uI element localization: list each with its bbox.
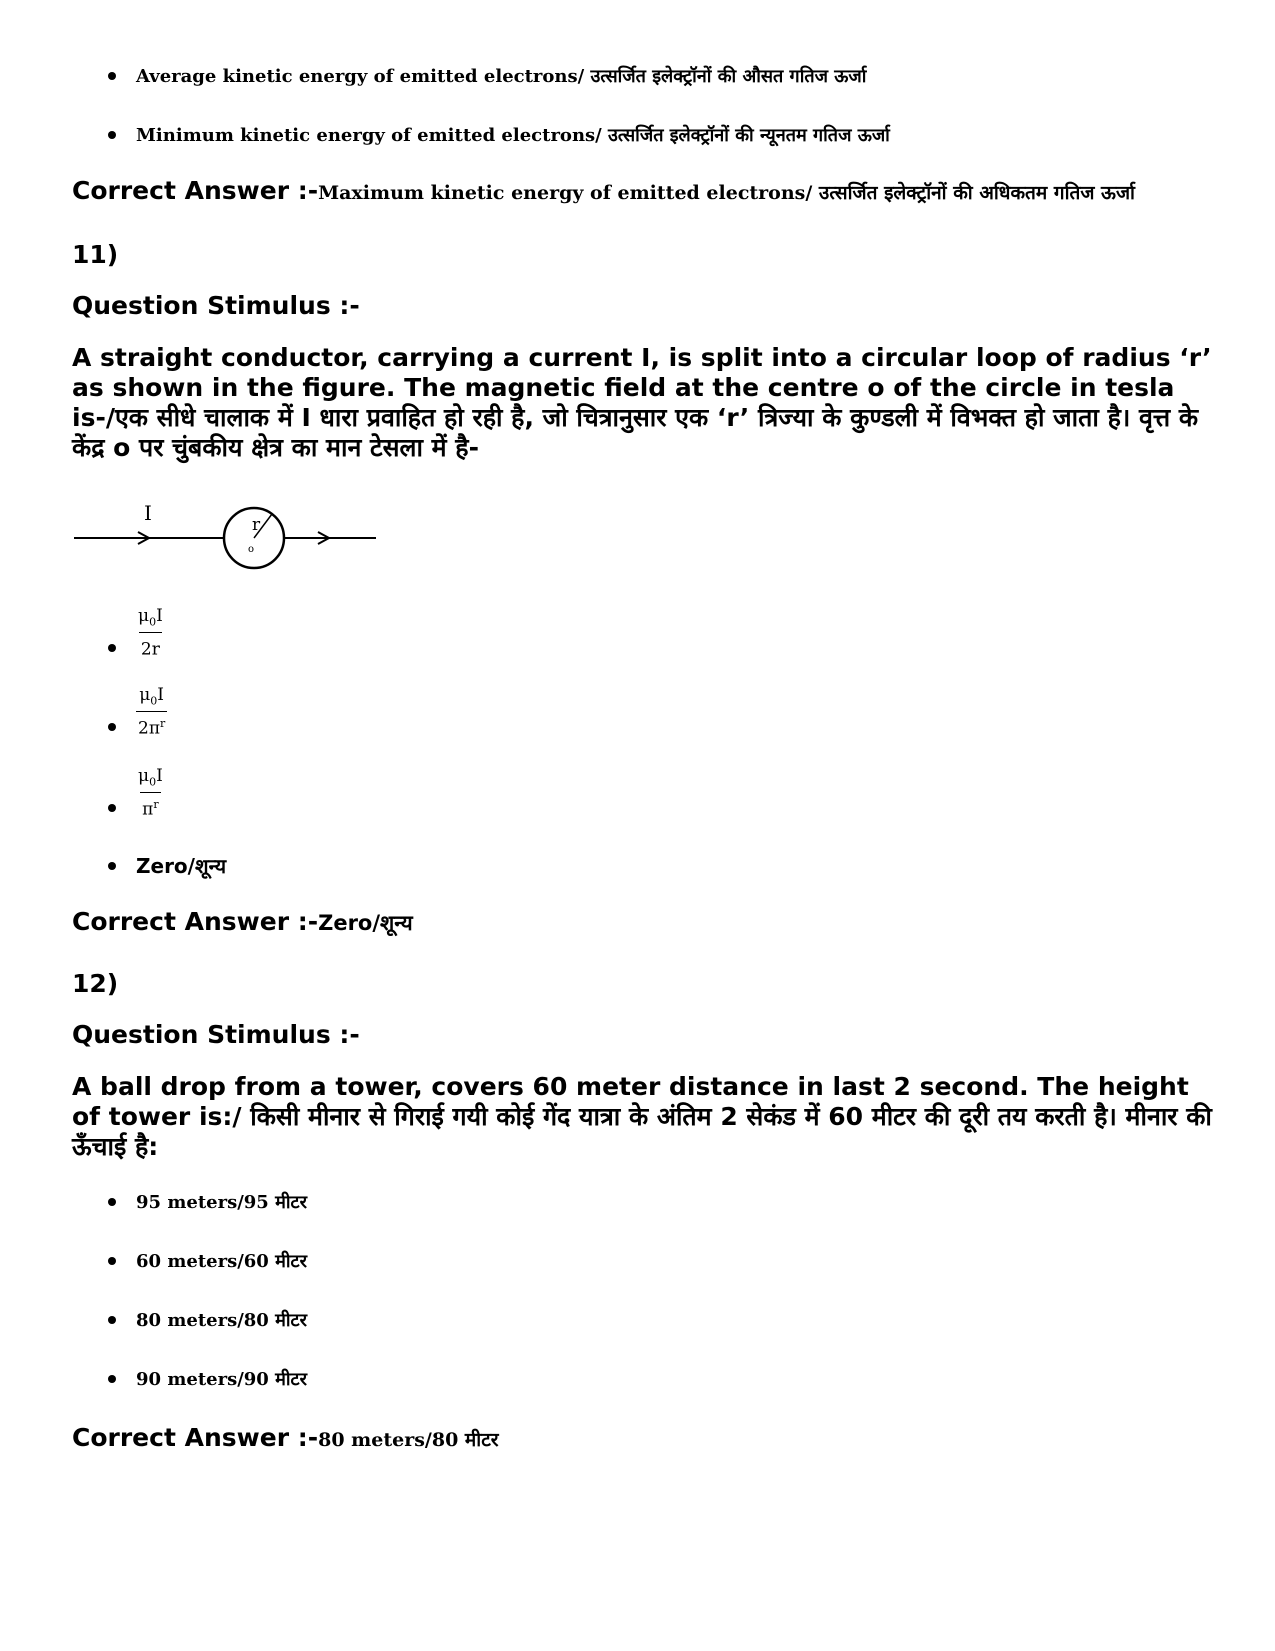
q12-option-2-text: 60 meters/60 मीटर bbox=[136, 1251, 307, 1272]
q11-option-4 bbox=[108, 852, 226, 879]
q10-option-1-text: Average kinetic energy of emitted electrons/ उत्सर्जित इलेक्ट्रॉनों की औसत गतिज ऊर्जा bbox=[136, 66, 867, 87]
bullet-icon bbox=[108, 1257, 116, 1265]
q11-circuit-figure bbox=[72, 500, 382, 575]
q11-option-2 bbox=[108, 685, 167, 739]
q11-answer-text: Zero/शून्य bbox=[318, 911, 413, 935]
q12-option-1-text: 95 meters/95 मीटर bbox=[136, 1192, 307, 1213]
q11-stimulus-label: Question Stimulus :- bbox=[72, 291, 360, 320]
bullet-icon bbox=[108, 1316, 116, 1324]
bullet-icon bbox=[108, 862, 116, 870]
bullet-icon bbox=[108, 72, 116, 80]
bullet-icon bbox=[108, 131, 116, 139]
q12-option-3-text: 80 meters/80 मीटर bbox=[136, 1310, 307, 1331]
q11-number: 11) bbox=[72, 240, 119, 269]
q12-stimulus-label: Question Stimulus :- bbox=[72, 1020, 360, 1049]
bullet-icon bbox=[108, 644, 116, 652]
q10-answer-text: Maximum kinetic energy of emitted electrons/ उत्सर्जित इलेक्ट्रॉनों की अधिकतम गतिज ऊर्जा bbox=[318, 182, 1135, 204]
bullet-icon bbox=[108, 1375, 116, 1383]
radius-label: r bbox=[252, 515, 261, 535]
q12-correct-answer bbox=[72, 1423, 499, 1452]
q11-stimulus-text: A straight conductor, carrying a current I, is split into a circular loop of radius ‘r’ as shown in the figure. The magnetic field at the centre o of the circle in tesla is-/एक सीधे चालाक में I धारा प्रवाहित हो रही है, जो चित्रानुसार एक ‘r’ त्रिज्या के कुण्डली में विभक्त हो जाता है। वृत्त के केंद्र o पर चुंबकीय क्षेत्र का मान टेसला में है- bbox=[72, 343, 1212, 462]
q12-stimulus-text: A ball drop from a tower, covers 60 meter distance in last 2 second. The height of tower is:/ किसी मीनार से गिराई गयी कोई गेंद यात्रा के अंतिम 2 सेकंड में 60 मीटर की दूरी तय करती है। मीनार की ऊँचाई है: bbox=[72, 1072, 1212, 1161]
q12-number: 12) bbox=[72, 969, 119, 998]
correct-answer-label: Correct Answer :- bbox=[72, 1423, 319, 1452]
q10-option-2 bbox=[108, 123, 890, 147]
bullet-icon bbox=[108, 1198, 116, 1206]
q11-option-4-text: Zero/शून्य bbox=[136, 854, 227, 878]
current-label: I bbox=[144, 501, 152, 525]
centre-label: o bbox=[248, 544, 255, 555]
q11-option-1 bbox=[108, 606, 165, 660]
bullet-icon bbox=[108, 723, 116, 731]
q11-option-3 bbox=[108, 766, 165, 820]
q12-option-2 bbox=[108, 1249, 307, 1273]
q10-option-1 bbox=[108, 64, 866, 88]
q10-option-2-text: Minimum kinetic energy of emitted electrons/ उत्सर्जित इलेक्ट्रॉनों की न्यूनतम गतिज ऊर्जा bbox=[136, 125, 890, 146]
correct-answer-label: Correct Answer :- bbox=[72, 907, 319, 936]
bullet-icon bbox=[108, 804, 116, 812]
q11-correct-answer bbox=[72, 907, 413, 937]
q12-option-3 bbox=[108, 1308, 307, 1332]
q12-option-4-text: 90 meters/90 मीटर bbox=[136, 1369, 307, 1390]
q12-answer-text: 80 meters/80 मीटर bbox=[318, 1429, 499, 1451]
q12-option-1 bbox=[108, 1190, 307, 1214]
q12-option-4 bbox=[108, 1367, 307, 1391]
correct-answer-label: Correct Answer :- bbox=[72, 176, 319, 205]
q10-correct-answer bbox=[72, 176, 1135, 205]
fraction: $\frac{\mu_0I}{2\pi^r}$ bbox=[138, 685, 166, 740]
fraction: $\frac{\mu_0I}{2r}$ bbox=[138, 606, 163, 661]
fraction: $\frac{\mu_0I}{\pi^r}$ bbox=[138, 766, 163, 821]
